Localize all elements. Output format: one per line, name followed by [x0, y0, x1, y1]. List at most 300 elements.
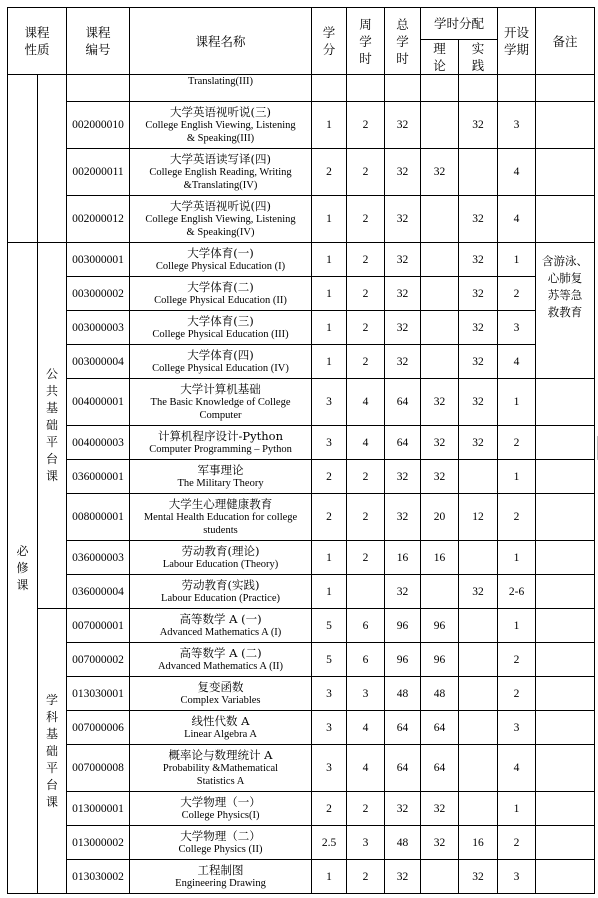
type-cell-blank — [8, 75, 38, 243]
practice-hours-cell: 32 — [459, 277, 498, 311]
credits-cell: 2 — [312, 494, 347, 541]
weekly-hours-cell: 4 — [347, 745, 385, 792]
table-row — [8, 345, 595, 379]
total-hours-cell: 32 — [385, 860, 421, 894]
practice-hours-cell — [459, 609, 498, 643]
theory-hours-cell: 96 — [421, 643, 459, 677]
header-remarks: 备注 — [536, 8, 595, 75]
weekly-hours-cell: 4 — [347, 426, 385, 460]
public-platform-label-char: 基 — [46, 401, 59, 415]
practice-hours-cell: 32 — [459, 575, 498, 609]
subject-platform-label-char: 台 — [46, 777, 59, 792]
course-name-en: College Physical Education (I) — [155, 260, 286, 272]
theory-hours-cell — [421, 102, 459, 149]
total-hours-cell: 32 — [385, 277, 421, 311]
course-code-cell: 003000004 — [67, 345, 130, 379]
table-row — [8, 541, 595, 575]
required-course-label — [8, 243, 38, 894]
header-course-code: 课程 编号 — [67, 8, 130, 75]
table-row — [8, 277, 595, 311]
practice-hours-cell: 12 — [459, 494, 498, 541]
course-code-cell: 003000003 — [67, 311, 130, 345]
table-row — [8, 243, 595, 277]
theory-hours-cell — [421, 196, 459, 243]
weekly-hours-cell: 2 — [347, 345, 385, 379]
subject-platform-label-char: 科 — [46, 709, 59, 724]
public-platform-label-char: 础 — [46, 418, 59, 432]
credits-cell: 3 — [312, 426, 347, 460]
course-name-zh: 劳动教育(实践) — [181, 577, 260, 592]
practice-hours-cell: 32 — [459, 860, 498, 894]
course-name-en: Mental Health Education for college — [143, 511, 298, 523]
table-row — [8, 609, 595, 643]
remark-cell — [536, 102, 595, 149]
total-hours-cell: 96 — [385, 609, 421, 643]
table-row — [8, 792, 595, 826]
course-code-cell: 004000001 — [67, 379, 130, 426]
weekly-hours-cell: 2 — [347, 541, 385, 575]
course-name-cell — [130, 860, 312, 894]
course-code-cell: 013000001 — [67, 792, 130, 826]
course-name-cell — [130, 711, 312, 745]
table-row — [8, 860, 595, 894]
course-name-en: Statistics A — [196, 775, 245, 787]
course-name-cell — [130, 677, 312, 711]
course-code-cell: 008000001 — [67, 494, 130, 541]
total-hours-cell: 48 — [385, 826, 421, 860]
theory-hours-cell: 32 — [421, 426, 459, 460]
weekly-hours-cell: 2 — [347, 494, 385, 541]
course-name-zh: 线性代数 A — [191, 713, 250, 728]
practice-hours-cell — [459, 541, 498, 575]
public-platform-label — [38, 243, 67, 609]
table-row — [8, 826, 595, 860]
semester-cell: 2 — [498, 826, 536, 860]
course-name-zh: 概率论与数理统计 A — [168, 747, 273, 762]
total-hours-cell: 32 — [385, 792, 421, 826]
practice-hours-cell — [459, 149, 498, 196]
credits-cell: 1 — [312, 102, 347, 149]
remark-cell — [536, 609, 595, 643]
theory-hours-cell — [421, 277, 459, 311]
course-name-zh: 军事理论 — [197, 462, 244, 477]
table-row — [8, 102, 595, 149]
practice-hours-cell: 16 — [459, 826, 498, 860]
credits-cell: 3 — [312, 379, 347, 426]
public-platform-label-char: 课 — [46, 469, 59, 483]
total-hours-cell: 32 — [385, 575, 421, 609]
subject-platform-label-char: 学 — [46, 692, 59, 707]
course-name-cell — [130, 345, 312, 379]
course-code-cell: 013030001 — [67, 677, 130, 711]
course-name-en: Probability &Mathematical — [162, 762, 279, 774]
pe-remark-line: 含游泳、 — [542, 254, 589, 268]
header-row-top — [8, 8, 595, 40]
empty-cell — [347, 75, 385, 102]
header-hours-distribution: 学时分配 — [421, 8, 498, 40]
total-hours-cell: 64 — [385, 711, 421, 745]
course-name-zh: 高等数学 A (一) — [179, 611, 262, 626]
credits-cell: 2 — [312, 149, 347, 196]
table-row — [8, 426, 595, 460]
practice-hours-cell: 32 — [459, 426, 498, 460]
credits-cell: 2 — [312, 460, 347, 494]
total-hours-cell: 64 — [385, 426, 421, 460]
header-credits: 学 分 — [312, 8, 347, 75]
table-row — [8, 575, 595, 609]
course-name-en: College Physical Education (IV) — [152, 362, 289, 374]
course-name-cell — [130, 643, 312, 677]
header-weekly-hours: 周 学 时 — [347, 8, 385, 75]
course-name-en: College English Reading, Writing — [149, 166, 292, 178]
practice-hours-cell — [459, 460, 498, 494]
course-name-cell — [130, 494, 312, 541]
theory-hours-cell: 16 — [421, 541, 459, 575]
weekly-hours-cell: 4 — [347, 379, 385, 426]
weekly-hours-cell: 2 — [347, 102, 385, 149]
course-name-zh: 工程制图 — [197, 862, 244, 877]
empty-cell — [459, 75, 498, 102]
course-name-zh: 大学物理（一） — [180, 794, 261, 809]
weekly-hours-cell: 2 — [347, 277, 385, 311]
semester-cell: 4 — [498, 149, 536, 196]
course-name-en: College Physical Education (III) — [152, 328, 289, 340]
theory-hours-cell: 64 — [421, 711, 459, 745]
table-row — [8, 149, 595, 196]
course-name-zh: 大学英语视听说(四) — [170, 198, 271, 213]
practice-hours-cell — [459, 792, 498, 826]
remark-cell — [536, 149, 595, 196]
table-row — [8, 643, 595, 677]
remark-cell — [536, 677, 595, 711]
course-name-en: College Physics(I) — [181, 809, 260, 821]
continued-row — [8, 75, 595, 102]
course-name-cell — [130, 541, 312, 575]
total-hours-cell: 32 — [385, 345, 421, 379]
credits-cell: 1 — [312, 277, 347, 311]
credits-cell: 2.5 — [312, 826, 347, 860]
public-platform-label-char: 台 — [46, 452, 59, 466]
credits-cell: 1 — [312, 243, 347, 277]
semester-cell: 1 — [498, 541, 536, 575]
pe-remark-line: 心肺复 — [547, 271, 583, 285]
course-name-en: College Physics (II) — [178, 843, 263, 855]
semester-cell: 1 — [498, 243, 536, 277]
theory-hours-cell: 32 — [421, 379, 459, 426]
course-code-cell: 007000002 — [67, 643, 130, 677]
empty-cell — [312, 75, 347, 102]
theory-hours-cell: 64 — [421, 745, 459, 792]
course-name-cell — [130, 575, 312, 609]
empty-cell — [498, 75, 536, 102]
weekly-hours-cell: 3 — [347, 826, 385, 860]
course-name-zh: 大学体育(一) — [187, 245, 254, 260]
course-name-cell — [130, 792, 312, 826]
course-name-cell — [130, 826, 312, 860]
required-course-label-char: 必 — [16, 543, 29, 558]
course-name-en: Translating(III) — [188, 76, 253, 87]
weekly-hours-cell: 2 — [347, 243, 385, 277]
table-row — [8, 460, 595, 494]
total-hours-cell: 32 — [385, 102, 421, 149]
course-name-zh: 大学物理（二） — [180, 828, 261, 843]
remark-cell — [536, 860, 595, 894]
credits-cell: 2 — [312, 792, 347, 826]
course-code-cell: 002000010 — [67, 102, 130, 149]
semester-cell: 3 — [498, 102, 536, 149]
course-name-cell — [130, 196, 312, 243]
theory-hours-cell: 32 — [421, 792, 459, 826]
semester-cell: 2 — [498, 494, 536, 541]
table-row — [8, 196, 595, 243]
course-name-zh: 劳动教育(理论) — [181, 543, 260, 558]
subject-platform-label-char: 课 — [46, 794, 59, 809]
semester-cell: 1 — [498, 460, 536, 494]
semester-cell: 4 — [498, 345, 536, 379]
semester-cell: 1 — [498, 379, 536, 426]
remark-cell — [536, 426, 595, 460]
table-row — [8, 311, 595, 345]
practice-hours-cell: 32 — [459, 243, 498, 277]
semester-cell: 3 — [498, 311, 536, 345]
total-hours-cell: 32 — [385, 460, 421, 494]
pe-remark-line: 苏等急 — [547, 288, 583, 302]
course-name-en: & Speaking(IV) — [186, 226, 255, 238]
theory-hours-cell — [421, 311, 459, 345]
total-hours-cell: 32 — [385, 243, 421, 277]
course-name-zh: 大学英语读写译(四) — [170, 151, 271, 166]
course-name-en: Computer Programming – Python — [149, 443, 292, 455]
course-name-cell — [130, 745, 312, 792]
empty-cell — [385, 75, 421, 102]
course-name-en: Computer — [199, 409, 242, 421]
table-row — [8, 745, 595, 792]
header-practice: 实 践 — [459, 40, 498, 75]
remark-cell — [536, 196, 595, 243]
weekly-hours-cell — [347, 575, 385, 609]
weekly-hours-cell: 3 — [347, 677, 385, 711]
total-hours-cell: 32 — [385, 311, 421, 345]
remark-cell — [536, 792, 595, 826]
total-hours-cell: 16 — [385, 541, 421, 575]
course-name-zh: 大学计算机基础 — [180, 381, 261, 396]
required-course-label-char: 修 — [16, 560, 29, 575]
semester-cell: 2 — [498, 426, 536, 460]
weekly-hours-cell: 2 — [347, 149, 385, 196]
theory-hours-cell — [421, 243, 459, 277]
practice-hours-cell: 32 — [459, 102, 498, 149]
pe-remark-line: 救教育 — [547, 305, 583, 319]
credits-cell: 1 — [312, 345, 347, 379]
remark-cell — [536, 379, 595, 426]
theory-hours-cell: 20 — [421, 494, 459, 541]
remark-cell — [536, 541, 595, 575]
course-name-en: Engineering Drawing — [175, 877, 266, 889]
weekly-hours-cell: 6 — [347, 609, 385, 643]
practice-hours-cell: 32 — [459, 311, 498, 345]
weekly-hours-cell: 2 — [347, 196, 385, 243]
credits-cell: 3 — [312, 711, 347, 745]
credits-cell: 3 — [312, 745, 347, 792]
course-name-en: & Speaking(III) — [186, 132, 255, 144]
public-platform-label-char: 公 — [46, 367, 59, 381]
empty-cell — [421, 75, 459, 102]
table-row — [8, 677, 595, 711]
theory-hours-cell: 32 — [421, 149, 459, 196]
remark-cell — [536, 575, 595, 609]
total-hours-cell: 64 — [385, 379, 421, 426]
course-name-cell — [130, 379, 312, 426]
course-name-zh: 大学体育(四) — [187, 347, 254, 362]
course-name-zh: 复变函数 — [197, 679, 244, 694]
course-name-en: College English Viewing, Listening — [145, 213, 296, 225]
semester-cell: 1 — [498, 609, 536, 643]
required-course-label-char: 课 — [16, 577, 29, 592]
course-code-cell — [67, 75, 130, 102]
table-row — [8, 711, 595, 745]
theory-hours-cell: 32 — [421, 826, 459, 860]
total-hours-cell: 48 — [385, 677, 421, 711]
course-name-cell — [130, 75, 312, 102]
total-hours-cell: 32 — [385, 149, 421, 196]
course-name-zh: 大学体育(二) — [187, 279, 254, 294]
course-code-cell: 036000003 — [67, 541, 130, 575]
course-code-cell: 007000008 — [67, 745, 130, 792]
course-name-cell — [130, 102, 312, 149]
course-code-cell: 036000004 — [67, 575, 130, 609]
course-name-en: Linear Algebra A — [184, 728, 257, 740]
course-code-cell: 013030002 — [67, 860, 130, 894]
course-code-cell: 002000012 — [67, 196, 130, 243]
semester-cell: 2 — [498, 677, 536, 711]
course-code-cell: 036000001 — [67, 460, 130, 494]
curriculum-table-body — [8, 8, 595, 894]
credits-cell: 1 — [312, 311, 347, 345]
course-name-en: The Basic Knowledge of College — [150, 396, 291, 408]
subject-platform-label-char: 基 — [46, 726, 59, 741]
course-name-en: Complex Variables — [180, 694, 261, 706]
theory-hours-cell: 48 — [421, 677, 459, 711]
course-name-en: Labour Education (Theory) — [162, 558, 279, 570]
practice-hours-cell: 32 — [459, 196, 498, 243]
remark-cell — [536, 745, 595, 792]
course-name-zh: 计算机程序设计-Python — [158, 428, 283, 443]
practice-hours-cell — [459, 745, 498, 792]
category-cell-blank — [38, 75, 67, 243]
course-name-zh: 高等数学 A (二) — [179, 645, 262, 660]
course-name-cell — [130, 149, 312, 196]
weekly-hours-cell: 2 — [347, 460, 385, 494]
theory-hours-cell — [421, 345, 459, 379]
course-name-cell — [130, 277, 312, 311]
practice-hours-cell — [459, 643, 498, 677]
credits-cell: 1 — [312, 196, 347, 243]
course-name-en: students — [203, 524, 238, 536]
total-hours-cell: 32 — [385, 494, 421, 541]
semester-cell: 4 — [498, 745, 536, 792]
remark-cell — [536, 826, 595, 860]
course-name-en: College English Viewing, Listening — [145, 119, 296, 131]
remark-cell — [536, 711, 595, 745]
course-code-cell: 002000011 — [67, 149, 130, 196]
course-name-en: College Physical Education (II) — [154, 294, 287, 306]
semester-cell: 2-6 — [498, 575, 536, 609]
course-name-zh: 大学英语视听说(三) — [170, 104, 271, 119]
credits-cell: 1 — [312, 541, 347, 575]
credits-cell: 5 — [312, 643, 347, 677]
empty-cell — [536, 75, 595, 102]
course-name-cell — [130, 460, 312, 494]
semester-cell: 4 — [498, 196, 536, 243]
total-hours-cell: 32 — [385, 196, 421, 243]
credits-cell: 1 — [312, 575, 347, 609]
total-hours-cell: 64 — [385, 745, 421, 792]
weekly-hours-cell: 2 — [347, 792, 385, 826]
header-theory: 理 论 — [421, 40, 459, 75]
course-name-en: Advanced Mathematics A (II) — [157, 660, 284, 672]
header-semester: 开设 学期 — [498, 8, 536, 75]
remark-cell — [536, 494, 595, 541]
weekly-hours-cell: 2 — [347, 860, 385, 894]
table-row — [8, 379, 595, 426]
course-name-en: The Military Theory — [177, 477, 264, 489]
pe-remark-cell — [536, 243, 595, 379]
course-name-zh: 大学生心理健康教育 — [168, 496, 273, 511]
semester-cell: 1 — [498, 792, 536, 826]
course-name-en: Labour Education (Practice) — [161, 592, 280, 604]
course-name-cell — [130, 609, 312, 643]
semester-cell: 2 — [498, 643, 536, 677]
credits-cell: 1 — [312, 860, 347, 894]
practice-hours-cell — [459, 677, 498, 711]
weekly-hours-cell: 6 — [347, 643, 385, 677]
course-code-cell: 004000003 — [67, 426, 130, 460]
practice-hours-cell — [459, 711, 498, 745]
course-code-cell: 003000002 — [67, 277, 130, 311]
course-name-zh: 大学体育(三) — [187, 313, 254, 328]
header-course-name: 课程名称 — [130, 8, 312, 75]
subject-platform-label-char: 础 — [46, 743, 59, 758]
public-platform-label-char: 共 — [46, 384, 59, 398]
theory-hours-cell — [421, 575, 459, 609]
theory-hours-cell — [421, 860, 459, 894]
course-name-cell — [130, 243, 312, 277]
header-total-hours: 总 学 时 — [385, 8, 421, 75]
header-course-type: 课程 性质 — [8, 8, 67, 75]
table-row — [8, 494, 595, 541]
subject-platform-label — [38, 609, 67, 894]
course-code-cell: 013000002 — [67, 826, 130, 860]
practice-hours-cell: 32 — [459, 379, 498, 426]
subject-platform-label-char: 平 — [46, 760, 59, 775]
remark-cell — [536, 460, 595, 494]
remark-cell — [536, 643, 595, 677]
course-name-en: Advanced Mathematics A (I) — [159, 626, 282, 638]
course-code-cell: 007000006 — [67, 711, 130, 745]
credits-cell: 3 — [312, 677, 347, 711]
theory-hours-cell: 32 — [421, 460, 459, 494]
course-name-cell — [130, 311, 312, 345]
semester-cell: 2 — [498, 277, 536, 311]
weekly-hours-cell: 4 — [347, 711, 385, 745]
semester-cell: 3 — [498, 711, 536, 745]
total-hours-cell: 96 — [385, 643, 421, 677]
public-platform-label-char: 平 — [46, 435, 59, 449]
curriculum-table — [7, 7, 595, 894]
course-code-cell: 003000001 — [67, 243, 130, 277]
practice-hours-cell: 32 — [459, 345, 498, 379]
semester-cell: 3 — [498, 860, 536, 894]
